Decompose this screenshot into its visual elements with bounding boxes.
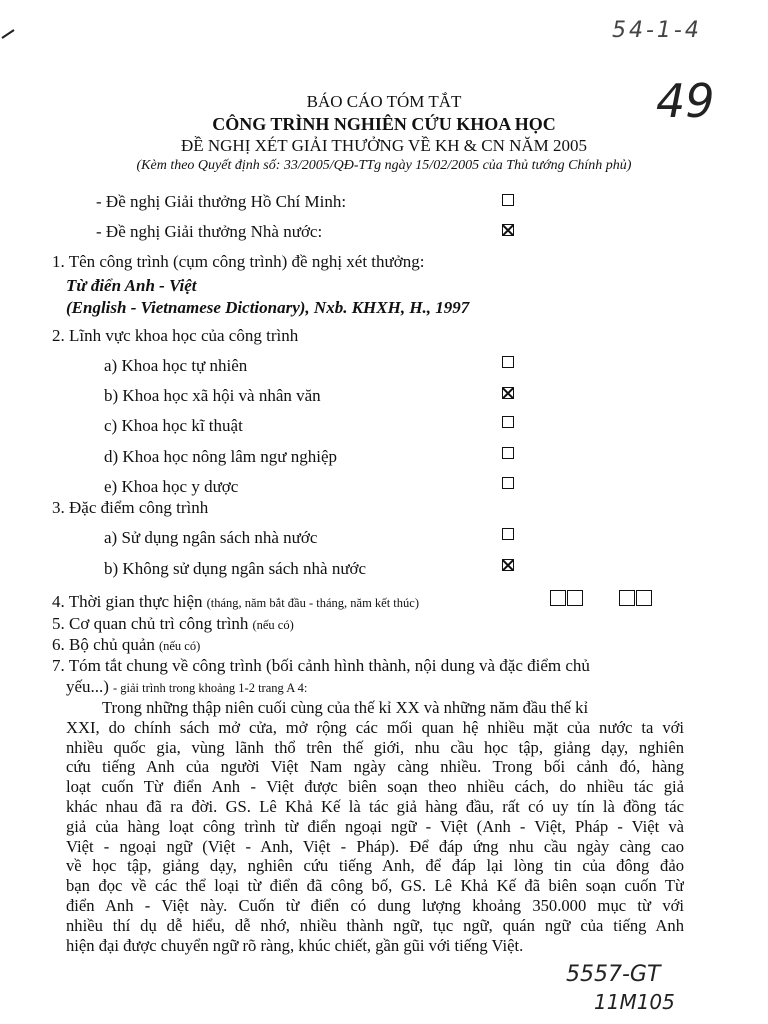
report-subtitle: ĐỀ NGHỊ XÉT GIẢI THƯỞNG VỀ KH & CN NĂM 2005 bbox=[180, 136, 588, 155]
summary-line: bạn đọc về các thể loại từ điển đã công bố, GS. Lê Khả Kế đã biên soạn cuốn Từ bbox=[66, 876, 684, 896]
field-social-label: b) Khoa học xã hội và nhân văn bbox=[104, 386, 321, 405]
summary-line: khác nhau đã ra đời. GS. Lê Khả Kế là tác giả hàng đầu, rất có uy tín là đồng tác bbox=[66, 796, 684, 816]
end-date-box-2[interactable] bbox=[636, 590, 652, 606]
summary-line: Việt - ngoại ngữ (Việt - Anh, Việt - Pháp). Để đáp ứng nhu cầu ngày càng cao bbox=[66, 836, 684, 856]
report-label: BÁO CÁO TÓM TẮT bbox=[306, 92, 462, 111]
section-5-row bbox=[52, 614, 294, 634]
section-4-row bbox=[52, 592, 419, 612]
summary-line: loạt cuốn Từ điển Anh - Việt được biên soạn theo nhiều cách, do nhiều tác giả bbox=[66, 777, 684, 797]
award-state-checkbox[interactable] bbox=[502, 224, 514, 236]
section-5-note: (nếu có) bbox=[252, 618, 294, 632]
end-date-box-1[interactable] bbox=[619, 590, 635, 606]
section-3-heading: 3. Đặc điểm công trình bbox=[52, 498, 209, 517]
summary-line: XXI, do chính sách mở cửa, mở rộng các mối quan hệ nhiều mặt của nước ta với bbox=[66, 717, 684, 737]
section-7-heading: 7. Tóm tắt chung về công trình (bối cảnh hình thành, nội dung và đặc điểm chủ bbox=[52, 656, 590, 675]
summary-line: hiện đại được chuyển ngữ rõ ràng, khúc chiết, gần gũi với tiếng Việt. bbox=[66, 935, 524, 955]
section-2-heading: 2. Lĩnh vực khoa học của công trình bbox=[52, 326, 299, 345]
field-engineering-checkbox[interactable] bbox=[502, 416, 514, 428]
summary-line: Trong những thập niên cuối cùng của thế kỉ XX và những năm đầu thế kỉ bbox=[102, 698, 589, 717]
handwritten-code-bottom-2: 11M105 bbox=[594, 990, 675, 1014]
handwritten-code-bottom-1: 5557-GT bbox=[566, 962, 661, 987]
section-1-heading: 1. Tên công trình (cụm công trình) đề nghị xét thưởng: bbox=[52, 252, 425, 271]
field-natural-label: a) Khoa học tự nhiên bbox=[104, 356, 248, 375]
field-medical-checkbox[interactable] bbox=[502, 477, 514, 489]
field-agriculture-label: d) Khoa học nông lâm ngư nghiệp bbox=[104, 447, 338, 466]
field-engineering-label: c) Khoa học kĩ thuật bbox=[104, 416, 243, 435]
report-reference: (Kèm theo Quyết định số: 33/2005/QĐ-TTg ngày 15/02/2005 của Thủ tướng Chính phủ) bbox=[136, 158, 632, 173]
summary-line: cứu tiếng Anh của người Việt Nam ngày càng nhiều. Trong bối cảnh đó, hàng bbox=[66, 757, 684, 777]
summary-paragraph bbox=[66, 698, 684, 955]
section-7-note: - giải trình trong khoảng 1-2 trang A 4: bbox=[112, 681, 308, 695]
award-state-label: - Đề nghị Giải thưởng Nhà nước: bbox=[96, 222, 323, 241]
summary-line: giả của hàng loạt công trình từ điển ngoại ngữ - Việt (Anh - Việt, Pháp - Việt và bbox=[66, 816, 684, 836]
summary-line: điển Anh - Việt này. Cuốn từ điển có dung lượng khoảng 350.000 mục từ với bbox=[66, 895, 684, 915]
work-subtitle: (English - Vietnamese Dictionary), Nxb. KHXH, H., 1997 bbox=[66, 298, 470, 317]
field-agriculture-checkbox[interactable] bbox=[502, 447, 514, 459]
handwritten-page-number: 49 bbox=[656, 74, 715, 128]
section-7-continued bbox=[66, 677, 307, 697]
field-social-checkbox[interactable] bbox=[502, 387, 514, 399]
award-hcm-label: - Đề nghị Giải thưởng Hồ Chí Minh: bbox=[96, 192, 347, 211]
field-natural-checkbox[interactable] bbox=[502, 356, 514, 368]
award-hcm-checkbox[interactable] bbox=[502, 194, 514, 206]
section-6-note: (nếu có) bbox=[158, 639, 201, 653]
start-date-box-2[interactable] bbox=[567, 590, 583, 606]
summary-line: nhiều thí dụ dễ hiểu, dễ nhớ, nhiều thành ngữ, tục ngữ, quán ngữ của tiếng Anh bbox=[66, 915, 684, 935]
feature-state-budget-label: a) Sử dụng ngân sách nhà nước bbox=[104, 528, 318, 547]
section-6-heading: 6. Bộ chủ quản bbox=[52, 635, 155, 654]
summary-line: nhiều quốc gia, vùng lãnh thổ trên thế giới, nhu cầu học tập, giảng dạy, nghiên bbox=[66, 737, 684, 757]
section-4-note: (tháng, năm bắt đầu - tháng, năm kết thúc) bbox=[206, 596, 419, 610]
section-7-heading-cont: yếu...) bbox=[66, 677, 109, 696]
section-5-heading: 5. Cơ quan chủ trì công trình bbox=[52, 614, 249, 633]
feature-no-state-budget-checkbox[interactable] bbox=[502, 559, 514, 571]
summary-line: về học tập, giảng dạy, nghiên cứu tiếng Anh, để đáp lại lòng tin của đông đảo bbox=[66, 856, 684, 876]
report-title: CÔNG TRÌNH NGHIÊN CỨU KHOA HỌC bbox=[212, 114, 556, 134]
start-date-box-1[interactable] bbox=[550, 590, 566, 606]
handwritten-code-top: 54-1-4 bbox=[612, 18, 702, 43]
pen-mark bbox=[0, 26, 20, 46]
field-medical-label: e) Khoa học y dược bbox=[104, 477, 239, 496]
work-title: Từ điển Anh - Việt bbox=[66, 276, 197, 295]
feature-no-state-budget-label: b) Không sử dụng ngân sách nhà nước bbox=[104, 559, 367, 578]
section-4-heading: 4. Thời gian thực hiện bbox=[52, 592, 203, 611]
section-6-row bbox=[52, 635, 200, 655]
feature-state-budget-checkbox[interactable] bbox=[502, 528, 514, 540]
